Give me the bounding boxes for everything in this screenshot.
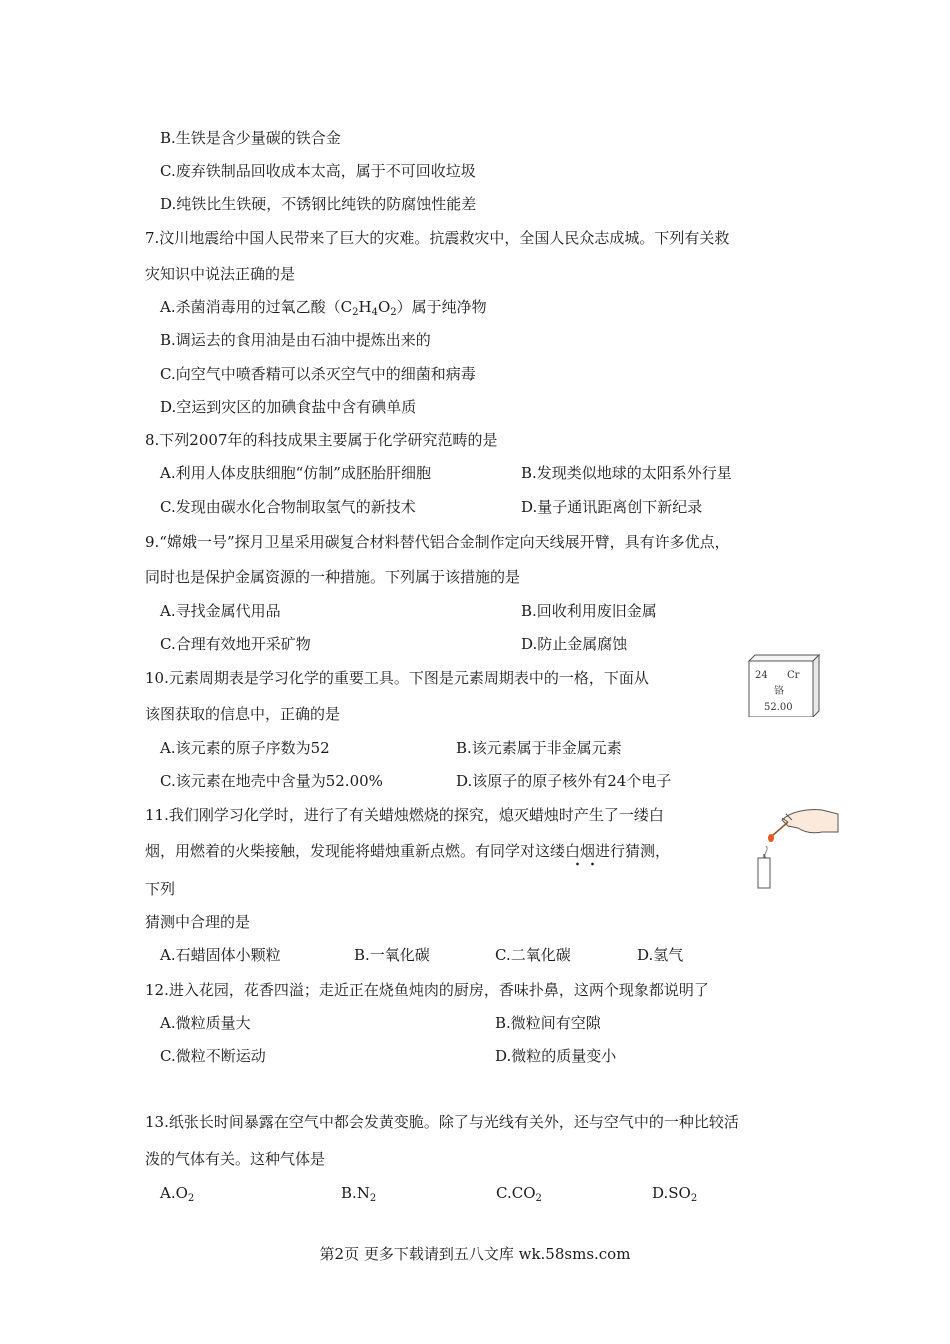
- question-12-option-c: C.微粒不断运动: [160, 1047, 266, 1065]
- element-cell-figure: [745, 651, 821, 717]
- question-13-option-b: [341, 1183, 376, 1209]
- q11-text-pre: 烟，用燃着的火柴接触，发现能将蜡烛重新点燃。有同学对这缕: [145, 842, 566, 860]
- question-10-stem: 10.元素周期表是学习化学的重要工具。下图是元素周期表中的一格，下面从: [145, 669, 649, 687]
- q13d-text: D.SO: [652, 1184, 691, 1202]
- q7a-text-o: O: [377, 298, 391, 316]
- question-10-stem-cont: 该图获取的信息中，正确的是: [145, 705, 341, 723]
- question-8-stem: 8.下列2007年的科技成果主要属于化学研究范畴的是: [145, 431, 498, 449]
- question-9-option-c: C.合理有效地开采矿物: [160, 635, 311, 653]
- q13c-sub: 2: [535, 1193, 542, 1204]
- question-7-option-d: D.空运到灾区的加碘食盐中含有碘单质: [160, 398, 417, 416]
- question-12-option-d: D.微粒的质量变小: [495, 1047, 617, 1065]
- line-q6-option-d: D.纯铁比生铁硬，不锈钢比纯铁的防腐蚀性能差: [160, 195, 477, 213]
- element-mass: 52.00: [764, 702, 793, 713]
- question-11-stem-cont-2: 下列: [145, 880, 176, 898]
- question-13-stem-cont: 泼的气体有关。这种气体是: [145, 1150, 326, 1168]
- question-7-option-b: B.调运去的食用油是由石油中提炼出来的: [160, 331, 431, 349]
- q11-text-post: 进行猜测，: [595, 842, 671, 860]
- question-7-stem-cont: 灾知识中说法正确的是: [145, 265, 296, 283]
- question-11-stem-cont: [145, 841, 670, 861]
- element-symbol: Cr: [787, 670, 800, 681]
- q13c-text: C.CO: [496, 1184, 536, 1202]
- question-8-option-b: B.发现类似地球的太阳系外行星: [521, 464, 732, 482]
- question-13-option-d: [652, 1183, 697, 1209]
- question-10-option-a: A.该元素的原子序数为52: [160, 739, 330, 757]
- line-q6-option-b: B.生铁是含少量碳的铁合金: [160, 129, 341, 147]
- question-9-stem-cont: 同时也是保护金属资源的一种措施。下列属于该措施的是: [145, 568, 521, 586]
- q7a-sub-3: 2: [390, 307, 397, 318]
- question-13-option-a: [160, 1183, 194, 1209]
- candle-match-figure: [752, 798, 840, 890]
- question-7-stem: 7.汶川地震给中国人民带来了巨大的灾难。抗震救灾中，全国人民众志成城。下列有关救: [145, 229, 730, 247]
- element-number: 24: [755, 670, 768, 681]
- question-10-option-d: D.该原子的原子核外有24个电子: [456, 772, 672, 790]
- question-12-option-a: A.微粒质量大: [160, 1014, 251, 1032]
- question-9-option-b: B.回收利用废旧金属: [521, 602, 657, 620]
- page-footer: 第2页 更多下载请到五八文库 wk.58sms.com: [319, 1245, 631, 1263]
- q7a-sub-1: 2: [352, 307, 359, 318]
- q13b-text: B.N: [341, 1184, 370, 1202]
- question-13-option-c: [496, 1183, 542, 1209]
- question-13-stem: 13.纸张长时间暴露在空气中都会发黄变脆。除了与光线有关外，还与空气中的一种比较活: [145, 1113, 739, 1131]
- question-9-option-d: D.防止金属腐蚀: [521, 635, 628, 653]
- question-7-option-c: C.向空气中喷香精可以杀灭空气中的细菌和病毒: [160, 365, 476, 383]
- question-11-option-b: B.一氧化碳: [354, 946, 430, 964]
- question-8-option-d: D.量子通讯距离创下新纪录: [521, 498, 703, 516]
- q7a-text-h: H: [358, 298, 372, 316]
- question-12-option-b: B.微粒间有空隙: [495, 1014, 601, 1032]
- question-12-stem: 12.进入花园，花香四溢；走近正在烧鱼炖肉的厨房，香味扑鼻，这两个现象都说明了: [145, 981, 709, 999]
- question-9-option-a: A.寻找金属代用品: [160, 602, 281, 620]
- question-11-option-d: D.氢气: [637, 946, 684, 964]
- question-11-stem-cont-3: 猜测中合理的是: [145, 913, 251, 931]
- line-q6-option-c: C.废弃铁制品回收成本太高，属于不可回收垃圾: [160, 162, 476, 180]
- q11-emphasis-white-smoke: 白烟: [565, 842, 595, 866]
- question-11-option-c: C.二氧化碳: [495, 946, 571, 964]
- element-name: 铬: [774, 686, 784, 697]
- question-9-stem: 9.“嫦娥一号”探月卫星采用碳复合材料替代铝合金制作定向天线展开臂，具有许多优点，: [145, 533, 730, 551]
- q13b-sub: 2: [369, 1193, 377, 1204]
- question-8-option-a: A.利用人体皮肤细胞“仿制”成胚胎肝细胞: [160, 464, 431, 482]
- q13d-sub: 2: [690, 1193, 698, 1204]
- question-10-option-b: B.该元素属于非金属元素: [456, 739, 622, 757]
- q13a-sub: 2: [187, 1193, 195, 1204]
- question-8-option-c: C.发现由碳水化合物制取氢气的新技术: [160, 498, 416, 516]
- question-11-option-a: A.石蜡固体小颗粒: [160, 946, 281, 964]
- question-7-option-a: [160, 297, 487, 323]
- q7a-text-post: ）属于纯净物: [396, 298, 487, 316]
- question-11-stem: 11.我们刚学习化学时，进行了有关蜡烛燃烧的探究，熄灭蜡烛时产生了一缕白: [145, 806, 664, 824]
- q13a-text: A.O: [160, 1184, 188, 1202]
- q7a-text-pre: A.杀菌消毒用的过氧乙酸（C: [160, 298, 353, 316]
- q7a-sub-2: 4: [371, 307, 378, 318]
- question-10-option-c: C.该元素在地壳中含量为52.00%: [160, 772, 383, 790]
